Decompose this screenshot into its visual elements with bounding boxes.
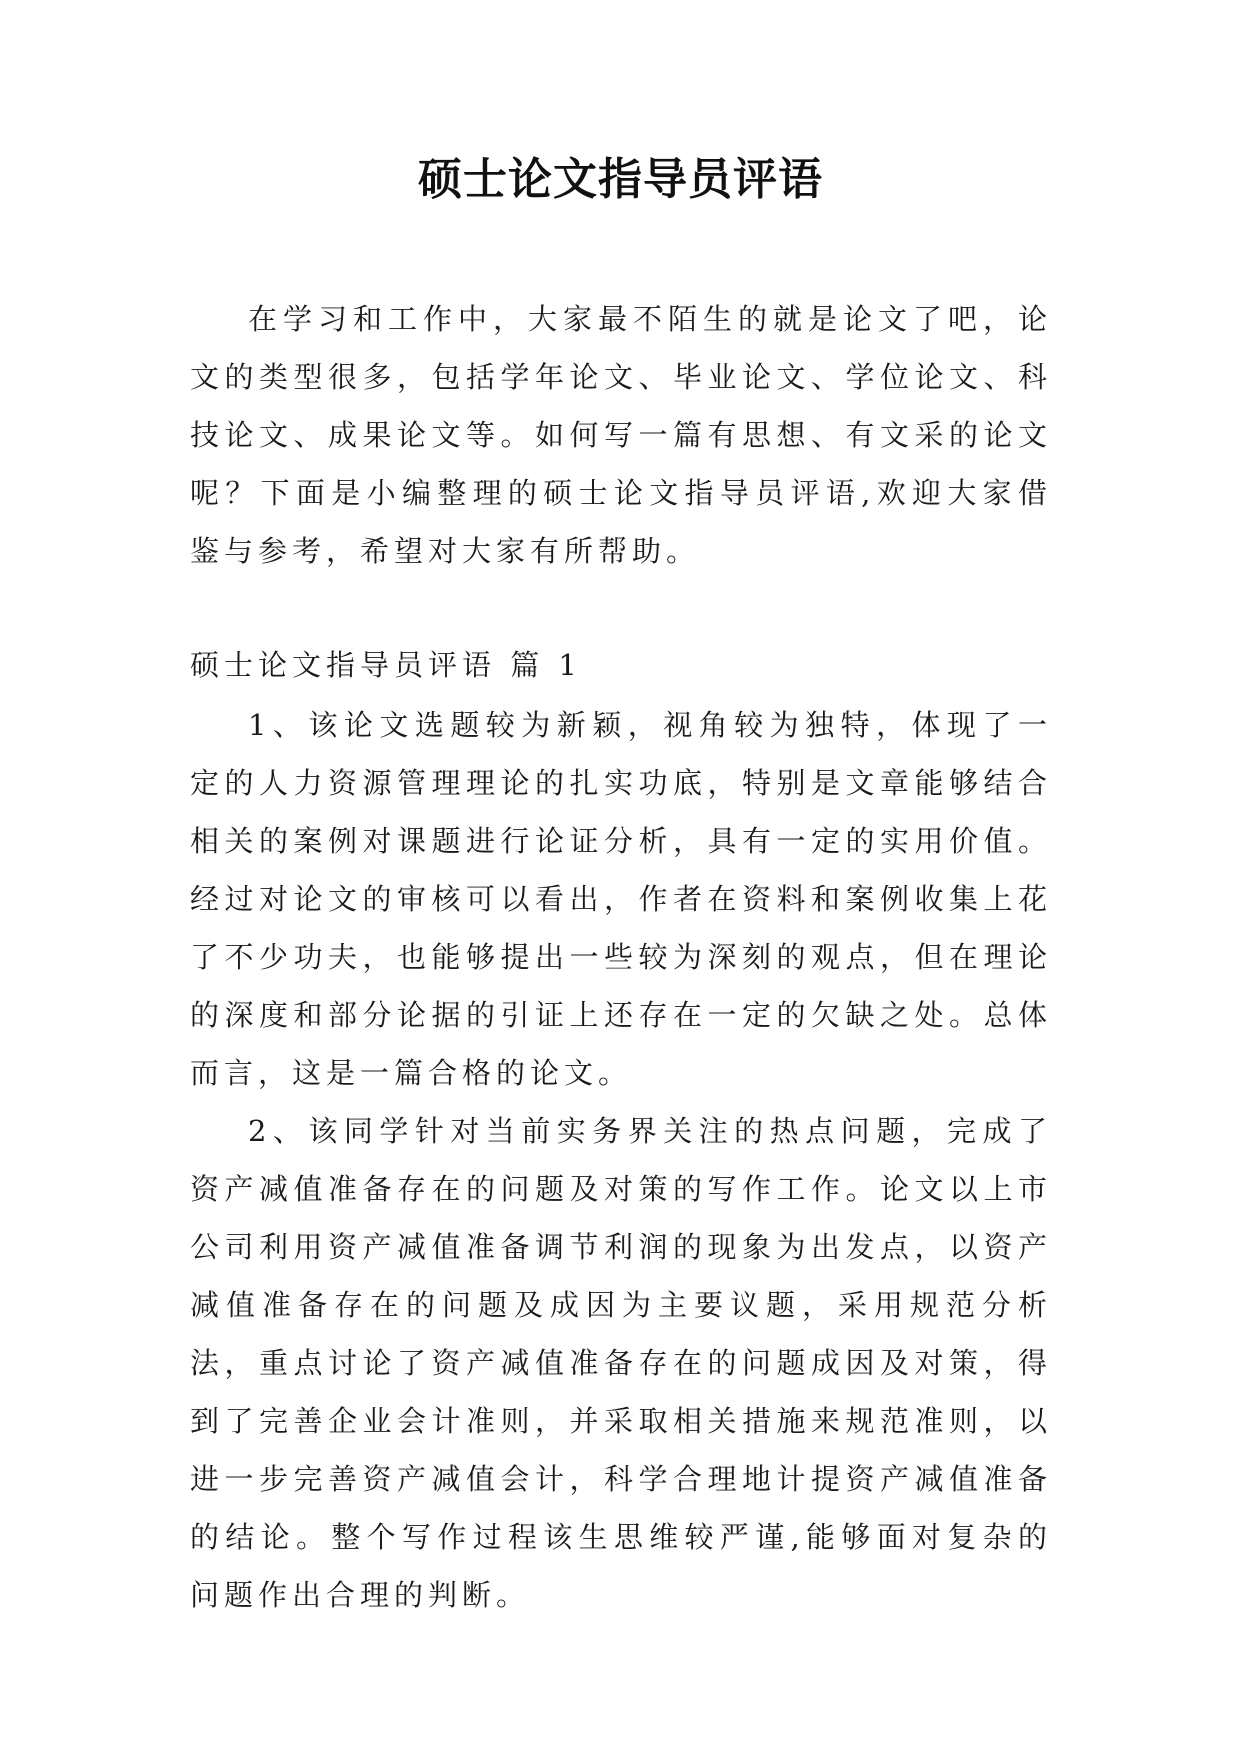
comment-paragraph-2: 2、该同学针对当前实务界关注的热点问题，完成了资产减值准备存在的问题及对策的写作工作。论文以上市公司利用资产减值准备调节利润的现象为出发点，以资产减值准备存在的问题及成因为主要议题，采用规范分析法，重点讨论了资产减值准备存在的问题成因及对策，得到了完善企业会计准则，并采取相关措施来规范准则，以进一步完善资产减值会计，科学合理地计提资产减值准备的结论。整个写作过程该生思维较严谨,能够面对复杂的问题作出合理的判断。 bbox=[190, 1114, 1052, 1612]
intro-paragraph: 在学习和工作中，大家最不陌生的就是论文了吧，论文的类型很多，包括学年论文、毕业论文、学位论文、科技论文、成果论文等。如何写一篇有思想、有文采的论文呢？下面是小编整理的硕士论文指导员评语,欢迎大家借鉴与参考，希望对大家有所帮助。 bbox=[190, 302, 1052, 568]
section-heading: 硕士论文指导员评语 篇 1 bbox=[190, 648, 582, 682]
comment-paragraph-1: 1、该论文选题较为新颖，视角较为独特，体现了一定的人力资源管理理论的扎实功底，特别是文章能够结合相关的案例对课题进行论证分析，具有一定的实用价值。经过对论文的审核可以看出，作者在资料和案例收集上花了不少功夫，也能够提出一些较为深刻的观点，但在理论的深度和部分论据的引证上还存在一定的欠缺之处。总体而言，这是一篇合格的论文。 bbox=[190, 708, 1052, 1090]
document-title: 硕士论文指导员评语 bbox=[418, 154, 823, 205]
